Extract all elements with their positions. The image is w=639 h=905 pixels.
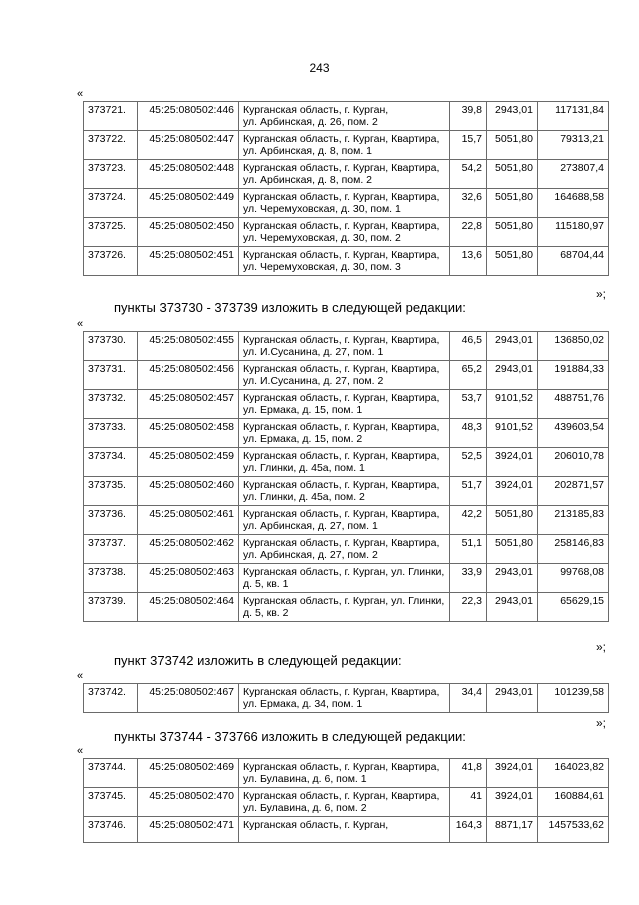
- cadastral-number: 45:25:080502:462: [149, 537, 234, 549]
- address-line-2: ул. И.Сусанина, д. 27, пом. 2: [243, 375, 384, 387]
- section-heading: пункты 373744 - 373766 изложить в следующей редакции:: [114, 729, 466, 744]
- address-line-2: ул. И.Сусанина, д. 27, пом. 1: [243, 346, 384, 358]
- table-row: [84, 593, 609, 622]
- address-cell: [239, 361, 450, 390]
- total-value: 202871,57: [554, 479, 604, 491]
- price-per-sqm-cell: [487, 477, 538, 506]
- table-row: [84, 419, 609, 448]
- row-number-cell: [84, 218, 138, 247]
- area-value-cell: [450, 788, 487, 817]
- row-number-cell: [84, 102, 138, 131]
- cadastral-number-cell: [138, 593, 239, 622]
- row-number-cell: [84, 419, 138, 448]
- area-value: 39,8: [461, 104, 482, 116]
- area-value: 51,1: [461, 537, 482, 549]
- cadastral-number: 45:25:080502:470: [149, 790, 234, 802]
- area-value-cell: [450, 361, 487, 390]
- total-value-cell: [538, 759, 609, 788]
- table-row: [84, 189, 609, 218]
- area-value: 164,3: [455, 819, 482, 831]
- table-row: [84, 218, 609, 247]
- table-row: [84, 247, 609, 276]
- property-table-3: [83, 683, 609, 713]
- total-value-cell: [538, 477, 609, 506]
- area-value-cell: [450, 506, 487, 535]
- price-per-sqm: 9101,52: [495, 392, 533, 404]
- table-row: [84, 759, 609, 788]
- total-value: 439603,54: [554, 421, 604, 433]
- cadastral-number: 45:25:080502:471: [149, 819, 234, 831]
- total-value: 160884,61: [554, 790, 604, 802]
- address-cell: [239, 684, 450, 713]
- total-value: 65629,15: [560, 595, 604, 607]
- address-line-2: ул. Ермака, д. 15, пом. 1: [243, 404, 363, 416]
- area-value-cell: [450, 160, 487, 189]
- property-table-1: [83, 101, 609, 276]
- address-line-2: ул. Арбинская, д. 27, пом. 2: [243, 549, 378, 561]
- table-row: [84, 102, 609, 131]
- cadastral-number-cell: [138, 759, 239, 788]
- cadastral-number-cell: [138, 448, 239, 477]
- cadastral-number-cell: [138, 160, 239, 189]
- address-line-1: Курганская область, г. Курган, Квартира,: [243, 790, 440, 802]
- address-line-1: Курганская область, г. Курган, Квартира,: [243, 162, 440, 174]
- price-per-sqm-cell: [487, 448, 538, 477]
- cadastral-number: 45:25:080502:449: [149, 191, 234, 203]
- cadastral-number-cell: [138, 506, 239, 535]
- area-value-cell: [450, 564, 487, 593]
- area-value-cell: [450, 593, 487, 622]
- row-number: 373726.: [88, 249, 126, 261]
- row-number: 373734.: [88, 450, 126, 462]
- total-value-cell: [538, 535, 609, 564]
- row-number: 373742.: [88, 686, 126, 698]
- cadastral-number: 45:25:080502:451: [149, 249, 234, 261]
- total-value: 213185,83: [554, 508, 604, 520]
- price-per-sqm-cell: [487, 593, 538, 622]
- address-line-2: ул. Арбинская, д. 8, пом. 2: [243, 174, 372, 186]
- total-value-cell: [538, 361, 609, 390]
- row-number: 373737.: [88, 537, 126, 549]
- total-value-cell: [538, 332, 609, 361]
- area-value-cell: [450, 189, 487, 218]
- area-value: 22,8: [461, 220, 482, 232]
- total-value: 115180,97: [555, 220, 604, 232]
- address-line-1: Курганская область, г. Курган, Квартира,: [243, 421, 440, 433]
- cadastral-number: 45:25:080502:455: [149, 334, 234, 346]
- area-value-cell: [450, 218, 487, 247]
- area-value: 52,5: [461, 450, 482, 462]
- area-value-cell: [450, 477, 487, 506]
- address-line-2: ул. Ермака, д. 34, пом. 1: [243, 698, 363, 710]
- address-line-1: Курганская область, г. Курган, Квартира,: [243, 686, 440, 698]
- address-cell: [239, 448, 450, 477]
- table-row: [84, 684, 609, 713]
- price-per-sqm: 5051,80: [495, 508, 533, 520]
- area-value: 46,5: [461, 334, 482, 346]
- close-quote: »;: [596, 640, 607, 654]
- cadastral-number-cell: [138, 189, 239, 218]
- row-number: 373735.: [88, 479, 126, 491]
- row-number: 373738.: [88, 566, 126, 578]
- address-line-2: ул. Булавина, д. 6, пом. 2: [243, 802, 367, 814]
- cadastral-number: 45:25:080502:469: [149, 761, 234, 773]
- address-line-2: ул. Булавина, д. 6, пом. 1: [243, 773, 367, 785]
- area-value: 54,2: [461, 162, 482, 174]
- price-per-sqm: 3924,01: [495, 790, 533, 802]
- price-per-sqm-cell: [487, 788, 538, 817]
- table-row: [84, 506, 609, 535]
- open-quote: «: [77, 745, 84, 757]
- cadastral-number: 45:25:080502:447: [149, 133, 234, 145]
- area-value: 32,6: [461, 191, 482, 203]
- area-value: 22,3: [461, 595, 482, 607]
- page-number: 243: [309, 61, 330, 75]
- price-per-sqm-cell: [487, 817, 538, 843]
- address-line-2: ул. Черемуховская, д. 30, пом. 2: [243, 232, 401, 244]
- price-per-sqm-cell: [487, 684, 538, 713]
- total-value: 164688,58: [554, 191, 604, 203]
- cadastral-number: 45:25:080502:458: [149, 421, 234, 433]
- price-per-sqm: 3924,01: [495, 450, 533, 462]
- cadastral-number-cell: [138, 102, 239, 131]
- row-number-cell: [84, 759, 138, 788]
- address-cell: [239, 247, 450, 276]
- row-number: 373731.: [88, 363, 126, 375]
- address-cell: [239, 332, 450, 361]
- address-line-1: Курганская область, г. Курган, Квартира,: [243, 133, 440, 145]
- row-number-cell: [84, 131, 138, 160]
- address-line-2: ул. Черемуховская, д. 30, пом. 1: [243, 203, 401, 215]
- address-line-1: Курганская область, г. Курган, Квартира,: [243, 334, 440, 346]
- area-value-cell: [450, 131, 487, 160]
- total-value-cell: [538, 247, 609, 276]
- area-value-cell: [450, 390, 487, 419]
- total-value: 258146,83: [554, 537, 604, 549]
- table-row: [84, 160, 609, 189]
- row-number-cell: [84, 564, 138, 593]
- cadastral-number: 45:25:080502:461: [149, 508, 234, 520]
- area-value-cell: [450, 332, 487, 361]
- price-per-sqm: 5051,80: [495, 162, 533, 174]
- address-line-1: Курганская область, г. Курган, Квартира,: [243, 761, 440, 773]
- row-number-cell: [84, 593, 138, 622]
- close-quote: »;: [596, 716, 607, 730]
- total-value-cell: [538, 131, 609, 160]
- row-number-cell: [84, 788, 138, 817]
- table-row: [84, 131, 609, 160]
- address-cell: [239, 160, 450, 189]
- total-value: 136850,02: [554, 334, 604, 346]
- address-cell: [239, 390, 450, 419]
- total-value-cell: [538, 817, 609, 843]
- row-number: 373744.: [88, 761, 126, 773]
- table-row: [84, 564, 609, 593]
- property-table-2: [83, 331, 609, 622]
- address-line-1: Курганская область, г. Курган,: [243, 819, 389, 831]
- open-quote: «: [77, 88, 84, 100]
- table-row: [84, 448, 609, 477]
- cadastral-number-cell: [138, 535, 239, 564]
- area-value-cell: [450, 448, 487, 477]
- address-cell: [239, 218, 450, 247]
- price-per-sqm-cell: [487, 564, 538, 593]
- total-value: 101239,58: [554, 686, 604, 698]
- price-per-sqm-cell: [487, 332, 538, 361]
- price-per-sqm: 5051,80: [495, 537, 533, 549]
- area-value-cell: [450, 102, 487, 131]
- price-per-sqm: 2943,01: [495, 686, 533, 698]
- row-number-cell: [84, 817, 138, 843]
- address-cell: [239, 593, 450, 622]
- total-value: 68704,44: [560, 249, 604, 261]
- address-line-1: Курганская область, г. Курган, Квартира,: [243, 508, 440, 520]
- area-value: 33,9: [461, 566, 482, 578]
- area-value: 15,7: [461, 133, 482, 145]
- price-per-sqm: 2943,01: [495, 595, 533, 607]
- address-cell: [239, 189, 450, 218]
- address-line-1: Курганская область, г. Курган, Квартира,: [243, 392, 440, 404]
- total-value-cell: [538, 102, 609, 131]
- cadastral-number-cell: [138, 817, 239, 843]
- price-per-sqm: 2943,01: [495, 363, 533, 375]
- price-per-sqm-cell: [487, 506, 538, 535]
- address-line-2: ул. Черемуховская, д. 30, пом. 3: [243, 261, 401, 273]
- price-per-sqm-cell: [487, 390, 538, 419]
- cadastral-number-cell: [138, 361, 239, 390]
- row-number: 373746.: [88, 819, 126, 831]
- cadastral-number: 45:25:080502:460: [149, 479, 234, 491]
- area-value-cell: [450, 759, 487, 788]
- row-number-cell: [84, 247, 138, 276]
- price-per-sqm: 9101,52: [495, 421, 533, 433]
- area-value-cell: [450, 247, 487, 276]
- price-per-sqm-cell: [487, 102, 538, 131]
- address-line-1: Курганская область, г. Курган, Квартира,: [243, 191, 440, 203]
- address-cell: [239, 506, 450, 535]
- address-line-1: Курганская область, г. Курган, ул. Глинки,: [243, 595, 445, 607]
- row-number-cell: [84, 390, 138, 419]
- table-row: [84, 788, 609, 817]
- area-value: 48,3: [461, 421, 482, 433]
- cadastral-number: 45:25:080502:463: [149, 566, 234, 578]
- total-value-cell: [538, 564, 609, 593]
- total-value-cell: [538, 593, 609, 622]
- price-per-sqm-cell: [487, 535, 538, 564]
- row-number-cell: [84, 448, 138, 477]
- total-value: 1457533,62: [548, 819, 604, 831]
- address-line-2: ул. Арбинская, д. 27, пом. 1: [243, 520, 378, 532]
- table-row: [84, 332, 609, 361]
- row-number: 373721.: [88, 104, 126, 116]
- row-number: 373724.: [88, 191, 126, 203]
- address-cell: [239, 788, 450, 817]
- total-value-cell: [538, 160, 609, 189]
- address-line-2: ул. Ермака, д. 15, пом. 2: [243, 433, 363, 445]
- cadastral-number-cell: [138, 131, 239, 160]
- area-value-cell: [450, 817, 487, 843]
- row-number-cell: [84, 361, 138, 390]
- row-number-cell: [84, 189, 138, 218]
- address-line-1: Курганская область, г. Курган,: [243, 104, 389, 116]
- row-number: 373730.: [88, 334, 126, 346]
- table-row: [84, 817, 609, 843]
- total-value: 206010,78: [554, 450, 604, 462]
- cadastral-number: 45:25:080502:446: [149, 104, 234, 116]
- address-line-1: Курганская область, г. Курган, Квартира,: [243, 363, 440, 375]
- total-value: 273807,4: [560, 162, 604, 174]
- cadastral-number-cell: [138, 564, 239, 593]
- total-value-cell: [538, 506, 609, 535]
- table-row: [84, 361, 609, 390]
- price-per-sqm: 3924,01: [495, 761, 533, 773]
- area-value: 41: [470, 790, 482, 802]
- table-row: [84, 390, 609, 419]
- area-value: 41,8: [461, 761, 482, 773]
- price-per-sqm: 5051,80: [495, 249, 533, 261]
- address-cell: [239, 102, 450, 131]
- total-value-cell: [538, 390, 609, 419]
- area-value: 42,2: [461, 508, 482, 520]
- price-per-sqm: 8871,17: [495, 819, 533, 831]
- row-number: 373739.: [88, 595, 126, 607]
- total-value-cell: [538, 684, 609, 713]
- address-cell: [239, 419, 450, 448]
- total-value: 488751,76: [554, 392, 604, 404]
- total-value-cell: [538, 189, 609, 218]
- total-value: 99768,08: [560, 566, 604, 578]
- address-cell: [239, 131, 450, 160]
- price-per-sqm-cell: [487, 160, 538, 189]
- cadastral-number: 45:25:080502:467: [149, 686, 234, 698]
- address-cell: [239, 817, 450, 843]
- row-number-cell: [84, 332, 138, 361]
- cadastral-number-cell: [138, 247, 239, 276]
- address-line-2: ул. Арбинская, д. 8, пом. 1: [243, 145, 372, 157]
- area-value: 51,7: [461, 479, 482, 491]
- price-per-sqm-cell: [487, 247, 538, 276]
- cadastral-number: 45:25:080502:450: [149, 220, 234, 232]
- cadastral-number: 45:25:080502:457: [149, 392, 234, 404]
- cadastral-number-cell: [138, 684, 239, 713]
- cadastral-number: 45:25:080502:459: [149, 450, 234, 462]
- price-per-sqm: 5051,80: [495, 220, 533, 232]
- cadastral-number-cell: [138, 419, 239, 448]
- address-line-1: Курганская область, г. Курган, Квартира,: [243, 537, 440, 549]
- row-number: 373733.: [88, 421, 126, 433]
- area-value-cell: [450, 684, 487, 713]
- price-per-sqm: 2943,01: [495, 566, 533, 578]
- address-line-1: Курганская область, г. Курган, Квартира,: [243, 479, 440, 491]
- row-number: 373722.: [88, 133, 126, 145]
- cadastral-number: 45:25:080502:456: [149, 363, 234, 375]
- address-line-2: ул. Арбинская, д. 26, пом. 2: [243, 116, 378, 128]
- total-value-cell: [538, 448, 609, 477]
- row-number: 373745.: [88, 790, 126, 802]
- close-quote: »;: [596, 287, 607, 301]
- row-number-cell: [84, 160, 138, 189]
- area-value-cell: [450, 419, 487, 448]
- row-number: 373732.: [88, 392, 126, 404]
- total-value: 191884,33: [554, 363, 604, 375]
- row-number: 373725.: [88, 220, 126, 232]
- price-per-sqm: 2943,01: [495, 334, 533, 346]
- address-line-1: Курганская область, г. Курган, Квартира,: [243, 450, 440, 462]
- cadastral-number: 45:25:080502:448: [149, 162, 234, 174]
- cadastral-number-cell: [138, 218, 239, 247]
- cadastral-number-cell: [138, 390, 239, 419]
- address-line-2: д. 5, кв. 1: [243, 578, 289, 590]
- price-per-sqm-cell: [487, 419, 538, 448]
- total-value: 117131,84: [555, 104, 604, 116]
- section-heading: пункт 373742 изложить в следующей редакции:: [114, 653, 402, 668]
- price-per-sqm: 5051,80: [495, 191, 533, 203]
- address-line-2: ул. Глинки, д. 45а, пом. 2: [243, 491, 365, 503]
- cadastral-number-cell: [138, 788, 239, 817]
- total-value-cell: [538, 788, 609, 817]
- open-quote: «: [77, 318, 84, 330]
- open-quote: «: [77, 670, 84, 682]
- price-per-sqm: 5051,80: [495, 133, 533, 145]
- address-line-1: Курганская область, г. Курган, ул. Глинки,: [243, 566, 445, 578]
- row-number: 373736.: [88, 508, 126, 520]
- address-line-2: д. 5, кв. 2: [243, 607, 289, 619]
- address-cell: [239, 535, 450, 564]
- area-value: 34,4: [461, 686, 482, 698]
- row-number-cell: [84, 477, 138, 506]
- row-number-cell: [84, 506, 138, 535]
- address-line-1: Курганская область, г. Курган, Квартира,: [243, 249, 440, 261]
- price-per-sqm: 2943,01: [495, 104, 533, 116]
- area-value: 65,2: [461, 363, 482, 375]
- total-value-cell: [538, 218, 609, 247]
- address-cell: [239, 477, 450, 506]
- price-per-sqm-cell: [487, 131, 538, 160]
- table-row: [84, 477, 609, 506]
- property-table-4: [83, 758, 609, 843]
- price-per-sqm-cell: [487, 189, 538, 218]
- price-per-sqm: 3924,01: [495, 479, 533, 491]
- row-number: 373723.: [88, 162, 126, 174]
- table-row: [84, 535, 609, 564]
- cadastral-number-cell: [138, 332, 239, 361]
- price-per-sqm-cell: [487, 218, 538, 247]
- address-cell: [239, 564, 450, 593]
- section-heading: пункты 373730 - 373739 изложить в следующей редакции:: [114, 300, 466, 315]
- price-per-sqm-cell: [487, 361, 538, 390]
- total-value-cell: [538, 419, 609, 448]
- price-per-sqm-cell: [487, 759, 538, 788]
- address-cell: [239, 759, 450, 788]
- area-value: 13,6: [461, 249, 482, 261]
- total-value: 164023,82: [554, 761, 604, 773]
- address-line-1: Курганская область, г. Курган, Квартира,: [243, 220, 440, 232]
- cadastral-number-cell: [138, 477, 239, 506]
- cadastral-number: 45:25:080502:464: [149, 595, 234, 607]
- address-line-2: ул. Глинки, д. 45а, пом. 1: [243, 462, 365, 474]
- area-value: 53,7: [461, 392, 482, 404]
- area-value-cell: [450, 535, 487, 564]
- row-number-cell: [84, 684, 138, 713]
- total-value: 79313,21: [560, 133, 604, 145]
- row-number-cell: [84, 535, 138, 564]
